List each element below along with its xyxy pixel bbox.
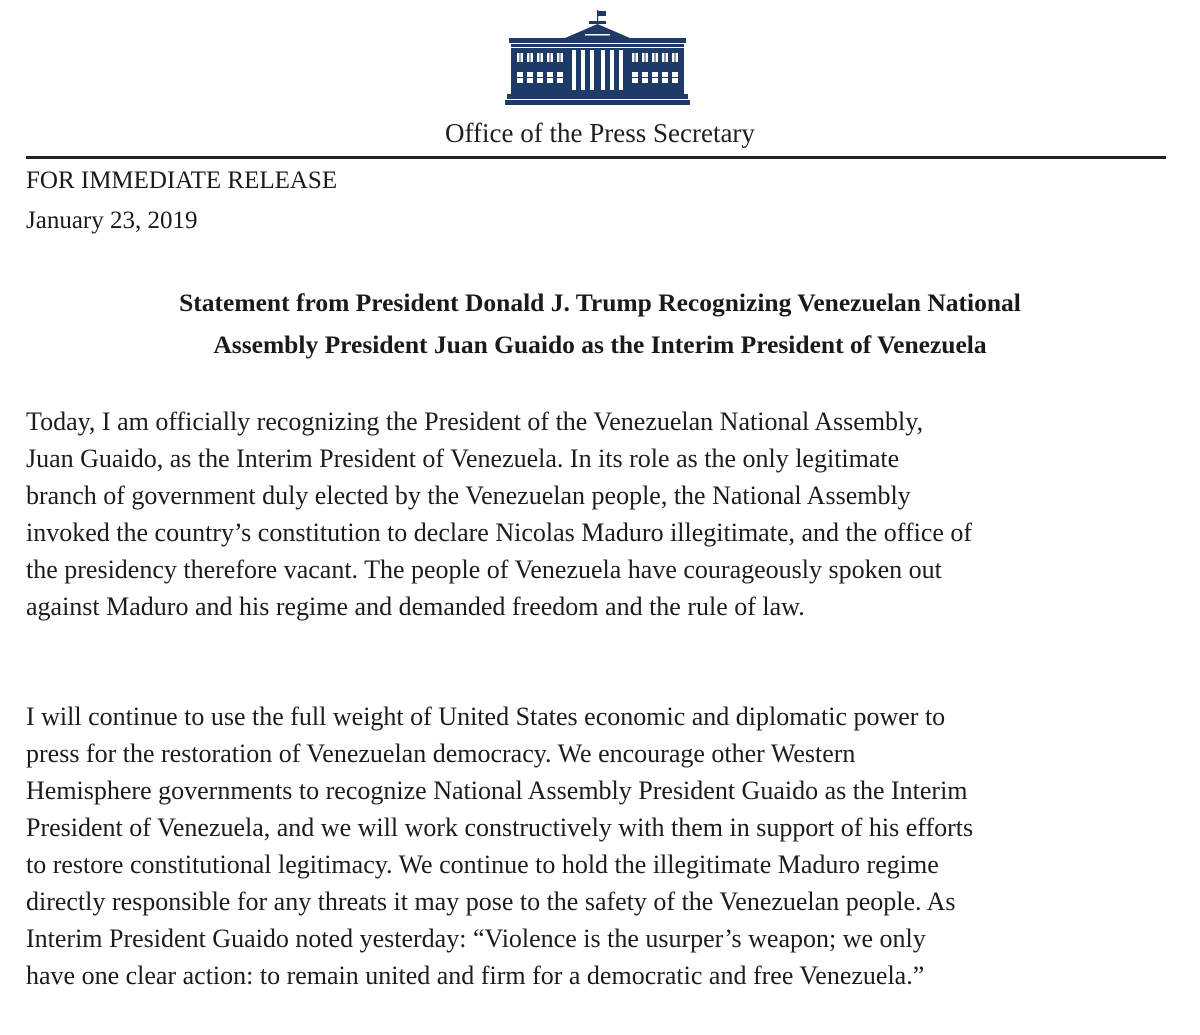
body-paragraph-1 xyxy=(26,403,1186,625)
paragraph-line: press for the restoration of Venezuelan democracy. We encourage other Western xyxy=(26,739,856,768)
paragraph-line: directly responsible for any threats it may pose to the safety of the Venezuelan people. As xyxy=(26,887,956,916)
release-date: January 23, 2019 xyxy=(26,207,198,234)
statement-title-line: Statement from President Donald J. Trump Recognizing Venezuelan National xyxy=(179,288,1021,317)
paragraph-line: invoked the country’s constitution to declare Nicolas Maduro illegitimate, and the office of xyxy=(26,518,973,547)
paragraph-line: President of Venezuela, and we will work constructively with them in support of his efforts xyxy=(26,813,974,842)
paragraph-line: against Maduro and his regime and demanded freedom and the rule of law. xyxy=(26,592,805,621)
office-heading: Office of the Press Secretary xyxy=(445,118,755,148)
paragraph-line: the presidency therefore vacant. The people of Venezuela have courageously spoken out xyxy=(26,555,942,584)
paragraph-line: Today, I am officially recognizing the President of the Venezuelan National Assembly, xyxy=(26,407,924,436)
body-paragraph-2 xyxy=(26,698,1186,994)
paragraph-line: Juan Guaido, as the Interim President of Venezuela. In its role as the only legitimate xyxy=(26,444,900,473)
statement-title xyxy=(0,282,1200,366)
header-divider xyxy=(26,156,1166,159)
paragraph-line: Interim President Guaido noted yesterday: “Violence is the usurper’s weapon; we only xyxy=(26,924,926,953)
white-house-icon xyxy=(505,8,690,106)
paragraph-line: branch of government duly elected by the Venezuelan people, the National Assembly xyxy=(26,481,911,510)
statement-title-line: Assembly President Juan Guaido as the Interim President of Venezuela xyxy=(213,330,987,359)
paragraph-line: to restore constitutional legitimacy. We continue to hold the illegitimate Maduro regime xyxy=(26,850,939,879)
paragraph-line: Hemisphere governments to recognize National Assembly President Guaido as the Interim xyxy=(26,776,968,805)
paragraph-line: I will continue to use the full weight of United States economic and diplomatic power to xyxy=(26,702,946,731)
release-label: FOR IMMEDIATE RELEASE xyxy=(26,167,338,194)
paragraph-line: have one clear action: to remain united and firm for a democratic and free Venezuela.” xyxy=(26,961,925,990)
